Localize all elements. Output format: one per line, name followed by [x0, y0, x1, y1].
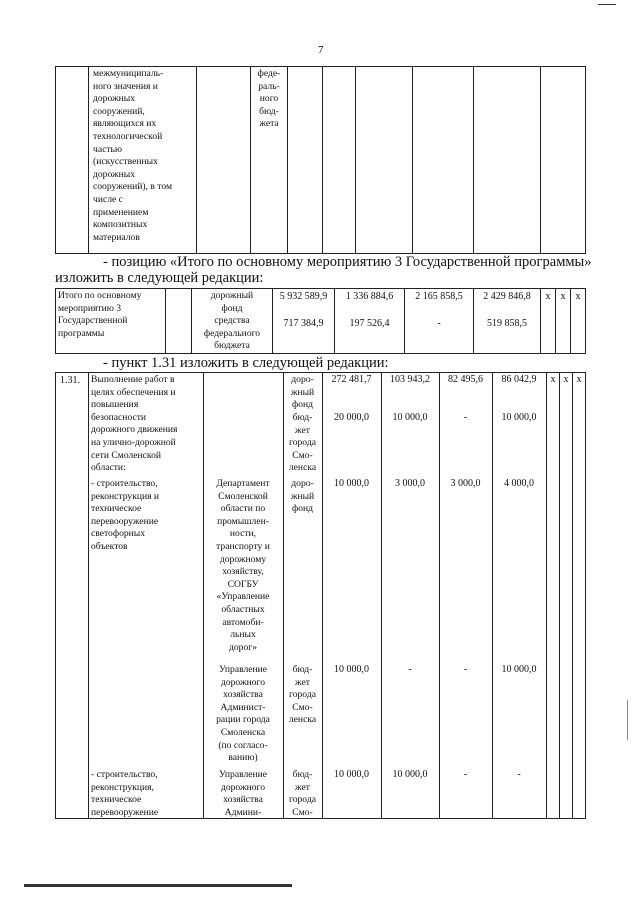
table3-r5-y2: -	[463, 769, 468, 780]
table3-desc-main: Выполнение работ в целях обеспечения и повышения безопасности дорожного движения на улично-дорожной сети Смоленской области:	[91, 374, 178, 474]
table3-r4-y2: -	[463, 664, 468, 675]
table2-name: Итого по основному мероприятию 3 Государственной программы	[58, 290, 142, 339]
table2-r2-y3: 519 858,5	[487, 318, 527, 329]
table3-r1-y3: 86 042,9	[501, 374, 537, 385]
table3-r2-total: 20 000,0	[334, 412, 369, 423]
table2-r1-y1: 1 336 884,6	[345, 291, 394, 302]
table3-source-1: доро- жный фонд	[290, 374, 315, 411]
table3-r1-y1: 103 943,2	[390, 374, 430, 385]
scan-mark-bottom	[24, 884, 292, 887]
table3-desc-sub2: - строительство, реконструкция, техническое перевооружение	[91, 769, 159, 818]
page-number: 7	[318, 44, 324, 56]
table3-source-5: бюд- жет города Смо-	[289, 769, 316, 818]
table2-r2-y2: -	[437, 318, 441, 329]
table3-mark-1: x	[550, 374, 556, 385]
table1-source: феде- раль- ного бюд- жета	[257, 68, 281, 130]
table2-r2-y1: 197 526,4	[349, 318, 390, 329]
table3-r1-y2: 82 495,6	[448, 374, 483, 385]
table2-r2-total: 717 384,9	[283, 318, 324, 329]
table3-r2-y3: 10 000,0	[501, 412, 537, 423]
table3-r4-y1: -	[408, 664, 412, 675]
scan-mark-top-right	[598, 4, 616, 5]
table2-mark-2: x	[560, 291, 566, 302]
heading-position-total-cont: изложить в следующей редакции:	[55, 270, 264, 286]
table3-executor-2: Управление дорожного хозяйства Админист- рации города Смоленска (по согласо- ванию)	[216, 664, 270, 764]
table3-executor-1: Департамент Смоленской области по промышлен- ности, транспорту и дорожному хозяйству, СОГБУ «Управление областных автомоби- льных дорог»	[216, 478, 270, 653]
table2-source: дорожный фонд средства федерального бюджета	[203, 290, 261, 352]
table3-r1-total: 272 481,7	[331, 374, 372, 385]
table3-mark-3: x	[576, 374, 582, 385]
table3-executor-3: Управление дорожного хозяйства Админи-	[218, 769, 268, 818]
table3-item-number: 1.31.	[60, 375, 80, 386]
table3-r3-y3: 4 000,0	[504, 478, 534, 489]
table3-r2-y1: 10 000,0	[392, 412, 428, 423]
table3-r3-total: 10 000,0	[334, 478, 369, 489]
table1-description: межмуниципаль- ного значения и дорожных сооружений, являющихся их технологической частью (искусственных дорожных сооружений), в том числе с применением композитных материалов	[93, 68, 173, 243]
table2-r1-total: 5 932 589,9	[279, 291, 328, 302]
table3-r4-y3: 10 000,0	[501, 664, 537, 675]
table3-r3-y2: 3 000,0	[450, 478, 481, 489]
table3-mark-2: x	[563, 374, 569, 385]
table3-r3-y1: 3 000,0	[395, 478, 425, 489]
table3-source-4: бюд- жет города Смо- ленска	[288, 664, 317, 726]
table3-r4-total: 10 000,0	[334, 664, 369, 675]
table2-r1-y2: 2 165 858,5	[415, 291, 463, 302]
table2-r1-y3: 2 429 846,8	[483, 291, 531, 302]
table3-r2-y2: -	[463, 412, 468, 423]
table3-r5-y3: -	[517, 769, 521, 780]
heading-position-total: - позицию «Итого по основному мероприятию 3 Государственной программы»	[103, 254, 592, 270]
table3-r5-y1: 10 000,0	[392, 769, 428, 780]
table2-mark-1: x	[545, 291, 551, 302]
scan-mark-side	[627, 700, 628, 740]
table3-source-2: бюд- жет города Смо- ленска	[288, 412, 317, 474]
table2-mark-3: x	[575, 291, 581, 302]
table3-source-3: доро- жный фонд	[290, 478, 315, 515]
table3-desc-sub1: - строительство, реконструкция и техническое перевооружение светофорных объектов	[91, 478, 160, 552]
table3-r5-total: 10 000,0	[334, 769, 369, 780]
heading-item-131: - пункт 1.31 изложить в следующей редакции:	[103, 355, 389, 371]
